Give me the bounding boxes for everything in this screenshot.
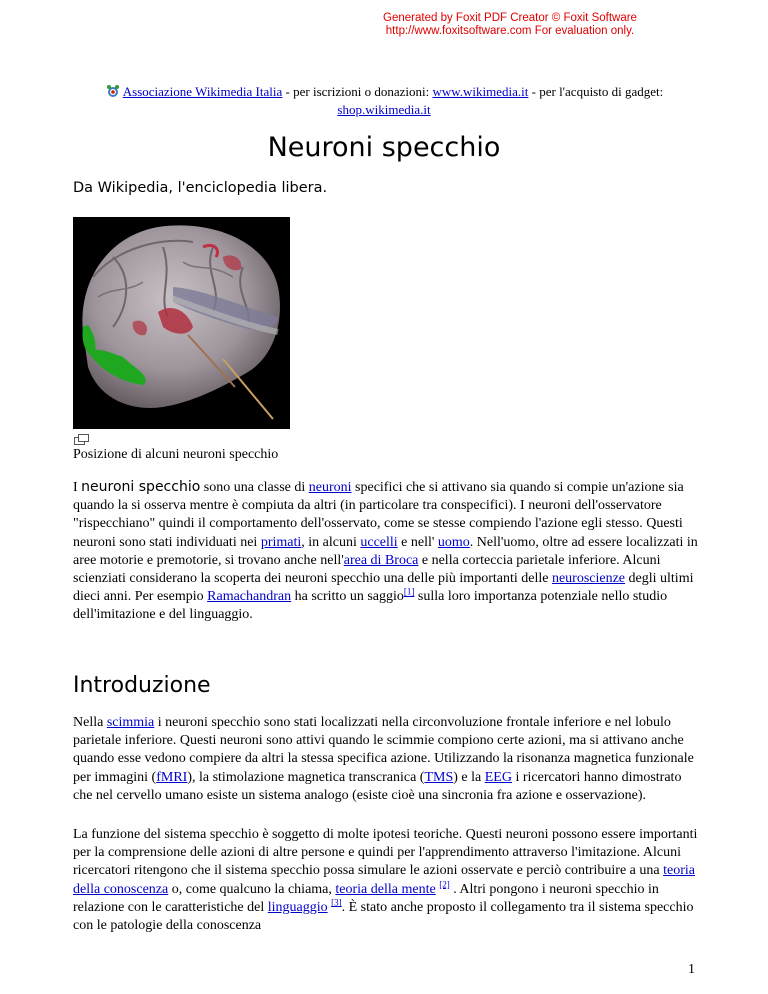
wikimedia-logo-icon	[105, 84, 121, 98]
link-neuroscienze[interactable]: neuroscienze	[551, 571, 626, 587]
text: ) e la	[453, 769, 485, 785]
wikimedia-italia-link[interactable]: Associazione Wikimedia Italia	[122, 84, 283, 99]
wikimedia-site-link[interactable]: www.wikimedia.it	[432, 84, 529, 99]
text: Nella	[73, 715, 107, 730]
section-paragraph-2	[73, 826, 698, 935]
text: . Nell'uomo, oltre ad essere localizzati in aree motorie e premotorie, si trovano anche nell'	[73, 534, 698, 568]
text: i ricercatori hanno dimostrato che nel cervello umano esiste un sistema analogo (esiste cioè una sincronia fra azione e osservazione).	[73, 769, 682, 803]
text: La funzione del sistema specchio è soggetto di molte ipotesi teoriche. Questi neuroni possono essere importanti per la comprensione delle azioni di altre persone e quindi per l'apprendimento attraverso l'imitazione. Alcuni ricercatori ritengono che il sistema specchio possa simulare le azioni osservate e perciò contribuire a una	[73, 827, 698, 879]
text: . Altri pongono i neuroni specchio in relazione con le caratteristiche del	[73, 881, 659, 915]
link-area-di-broca[interactable]: area di Broca	[343, 552, 419, 568]
brain-illustration	[73, 217, 290, 429]
text: i neuroni specchio sono stati localizzati nella circonvoluzione frontale inferiore e nel lobulo parietale inferiore. Questi neuroni sono attivi quando le scimmie compiono certe azioni, ma si attivano anche quando esse vedono compiere da altri la stessa specifica azione. Utilizzando la risonanza magnetica funzionale per immagini (	[73, 715, 694, 785]
reference-2-link[interactable]: [2]	[439, 878, 450, 889]
brain-image	[73, 217, 290, 429]
enlarge-image-icon[interactable]	[74, 434, 89, 445]
text: o, come qualcuno la chiama,	[168, 881, 336, 897]
shop-link[interactable]: shop.wikimedia.it	[337, 102, 431, 117]
link-primati[interactable]: primati	[260, 534, 302, 550]
watermark-line-2: http://www.foxitsoftware.com For evaluation only.	[385, 25, 635, 37]
banner-text-1: - per iscrizioni o donazioni:	[282, 84, 433, 99]
text: sulla loro importanza potenziale nello studio dell'imitazione e del linguaggio.	[73, 589, 668, 623]
link-ramachandran[interactable]: Ramachandran	[207, 589, 292, 605]
link-tms[interactable]: TMS	[424, 769, 454, 785]
link-neuroni[interactable]: neuroni	[308, 480, 352, 495]
wikimedia-banner	[0, 83, 768, 119]
intro-paragraph	[73, 478, 698, 625]
figure-caption: Posizione di alcuni neuroni specchio	[73, 447, 279, 462]
section-paragraph-1	[73, 714, 698, 805]
text: sono una classe di	[200, 480, 309, 495]
link-teoria-della-conoscenza[interactable]: teoria della conoscenza	[73, 863, 695, 897]
link-teoria-della-mente[interactable]: teoria della mente	[335, 881, 436, 897]
banner-text-2: - per l'acquisto di gadget:	[528, 84, 664, 99]
page-number: 1	[688, 962, 695, 977]
page-subtitle: Da Wikipedia, l'enciclopedia libera.	[73, 180, 328, 196]
section-heading-introduzione: Introduzione	[73, 673, 211, 698]
text: specifici che si attivano sia quando si compie un'azione sia quando la si osserva mentre è compiuta da altri (in particolare tra conspecifici). I neuroni dell'osservatore "rispecchiano" quindi il comportamento dell'osservato, come se stesse compiendo l'azione egli stesso. Questi neuroni sono stati individuati nei	[73, 480, 684, 550]
text: . È stato anche proposto il collegamento tra il sistema specchio con le patologie della conoscenza	[73, 899, 694, 934]
text: ha scritto un saggio	[291, 589, 404, 605]
term-neuroni-specchio: neuroni specchio	[81, 479, 201, 495]
watermark-line-1: Generated by Foxit PDF Creator © Foxit Software	[383, 12, 637, 24]
link-fmri[interactable]: fMRI	[156, 769, 188, 785]
link-eeg[interactable]: EEG	[484, 769, 512, 785]
text: ), la stimolazione magnetica transcranica (	[187, 769, 425, 785]
link-linguaggio[interactable]: linguaggio	[267, 899, 328, 915]
link-uomo[interactable]: uomo	[437, 534, 470, 550]
page-title: Neuroni specchio	[267, 132, 501, 163]
text: I	[73, 480, 82, 495]
text: , in alcuni	[301, 534, 361, 550]
link-uccelli[interactable]: uccelli	[360, 534, 398, 550]
foxit-watermark	[0, 12, 768, 38]
text: degli ultimi dieci anni. Per esempio	[73, 571, 694, 605]
reference-1-link[interactable]: [1]	[403, 586, 415, 597]
reference-3-link[interactable]: [3]	[331, 897, 342, 908]
text: e nella corteccia parietale inferiore. Alcuni scienziati considerano la scoperta dei neuroni specchio una delle più importanti delle	[73, 552, 661, 587]
text: e nell'	[397, 534, 438, 550]
link-scimmia[interactable]: scimmia	[106, 715, 155, 730]
